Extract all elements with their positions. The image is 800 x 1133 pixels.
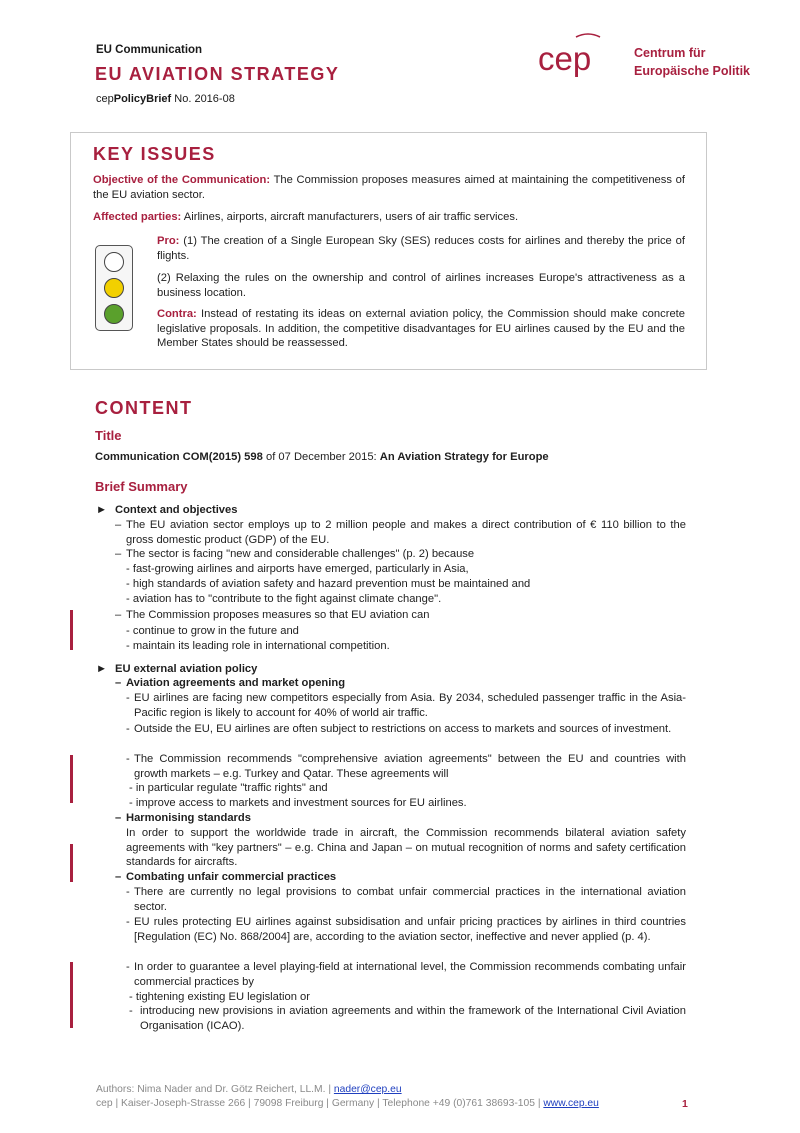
list-item: There are currently no legal provisions to combat unfair commercial practices in the international aviation sector. bbox=[134, 886, 686, 913]
dash-icon: – bbox=[115, 871, 122, 883]
contra-paragraph bbox=[157, 307, 685, 351]
list-item: The Commission recommends "comprehensive aviation agreements" between the EU and countries with growth markets – e.g. Turkey and Qatar. These agreements will bbox=[134, 753, 686, 780]
author-email-link[interactable]: nader@cep.eu bbox=[333, 1084, 402, 1095]
dash-icon: – bbox=[115, 609, 122, 621]
sub-item-text: continue to grow in the future and bbox=[132, 625, 299, 637]
list-item: EU rules protecting EU airlines against subsidisation and unfair pricing practices by airlines in third countries [Regulation (EC) No. 868/2004] are, according to the aviation sector, ineffective and never applied (p. 4). bbox=[134, 916, 686, 943]
list-item: EU airlines are facing new competitors especially from Asia. By 2034, scheduled passenger traffic in the Asia-Pacific region is likely to account for 40% of world air traffic. bbox=[134, 692, 686, 719]
pro-paragraph-1 bbox=[157, 234, 685, 263]
cep-logo bbox=[530, 32, 630, 87]
document-title: EU AVIATION STRATEGY bbox=[95, 64, 340, 84]
section-context-heading: Context and objectives bbox=[115, 504, 238, 516]
hyphen-icon: - bbox=[126, 916, 130, 928]
address-text: cep | Kaiser-Joseph-Strasse 266 | 79098 Freiburg | Germany | Telephone +49 (0)761 38693-105 | bbox=[96, 1098, 544, 1109]
list-item: The sector is facing "new and considerable challenges" (p. 2) because bbox=[126, 548, 475, 560]
traffic-light-lamp-top bbox=[104, 252, 124, 272]
sub-item: - fast-growing airlines and airports have emerged, particularly in Asia, bbox=[126, 563, 469, 575]
sub-item-text: high standards of aviation safety and hazard prevention must be maintained and bbox=[132, 578, 531, 590]
dash-icon: – bbox=[115, 677, 122, 689]
logo-text: cep bbox=[538, 40, 592, 77]
brief-prefix: cep bbox=[96, 93, 114, 105]
dash-icon: – bbox=[115, 519, 122, 531]
key-issues-heading: KEY ISSUES bbox=[93, 144, 216, 164]
sub-item: - high standards of aviation safety and hazard prevention must be maintained and bbox=[126, 578, 531, 590]
list-item: The Commission proposes measures so that EU aviation can bbox=[126, 609, 430, 621]
traffic-light-icon bbox=[95, 245, 133, 331]
objective-text: The Commission proposes measures aimed at maintaining the competitiveness of the EU aviation sector. bbox=[93, 174, 685, 201]
sub-item: - improve access to markets and investment sources for EU airlines. bbox=[129, 797, 467, 809]
contra-text: Instead of restating its ideas on external aviation policy, the Commission should make concrete legislative proposals. In addition, the competitive disadvantages for EU airlines caused by the EU and the Member States should be reassessed. bbox=[157, 308, 685, 349]
policy-brief-number bbox=[96, 93, 235, 105]
communication-number: Communication COM(2015) 598 bbox=[95, 451, 263, 463]
sub-item: - maintain its leading role in international competition. bbox=[126, 640, 390, 652]
subsection-heading: Harmonising standards bbox=[126, 812, 251, 824]
communication-title: An Aviation Strategy for Europe bbox=[379, 451, 549, 463]
title-subheading: Title bbox=[95, 428, 122, 443]
pro-paragraph-2: (2) Relaxing the rules on the ownership and control of airlines increases Europe's attractiveness as a business location. bbox=[157, 272, 685, 299]
sub-item-text: in particular regulate "traffic rights" and bbox=[135, 782, 328, 794]
content-heading: CONTENT bbox=[95, 398, 193, 418]
section-external-policy-heading: EU external aviation policy bbox=[115, 663, 258, 675]
hyphen-icon: - bbox=[126, 692, 130, 704]
pro-label: Pro: bbox=[157, 235, 180, 247]
hyphen-icon: - bbox=[126, 753, 130, 765]
footer-address bbox=[96, 1098, 599, 1109]
sub-item-text: introducing new provisions in aviation agreements and within the framework of the International Civil Aviation Organisation (ICAO). bbox=[140, 1005, 686, 1032]
hyphen-icon: - bbox=[126, 961, 130, 973]
pro-text-1: (1) The creation of a Single European Sky (SES) reduces costs for airlines and thereby the price of flights. bbox=[157, 235, 685, 262]
objective-paragraph bbox=[93, 173, 685, 202]
footer-authors bbox=[96, 1084, 402, 1095]
affected-text: Airlines, airports, aircraft manufacturers, users of air traffic services. bbox=[181, 211, 519, 223]
dash-icon: – bbox=[115, 812, 122, 824]
subsection-heading: Aviation agreements and market opening bbox=[126, 677, 346, 689]
change-marker bbox=[70, 610, 73, 650]
hyphen-icon: - bbox=[126, 723, 130, 735]
brief-summary-heading: Brief Summary bbox=[95, 479, 188, 494]
sub-item-text: improve access to markets and investment sources for EU airlines. bbox=[135, 797, 467, 809]
authors-text: Authors: Nima Nader and Dr. Götz Reichert, LL.M. | bbox=[96, 1084, 334, 1095]
org-line-1: Centrum für bbox=[634, 46, 706, 60]
paragraph: In order to support the worldwide trade in aircraft, the Commission recommends bilateral aviation safety agreements with "key partners" – e.g. China and Japan – on mutual recognition of norms and safety certification standards for aircrafts. bbox=[126, 827, 686, 868]
affected-parties-paragraph bbox=[93, 210, 685, 225]
sub-item: - continue to grow in the future and bbox=[126, 625, 299, 637]
hyphen-icon: - bbox=[126, 886, 130, 898]
affected-label: Affected parties: bbox=[93, 211, 182, 223]
sub-item-text: aviation has to "contribute to the fight against climate change". bbox=[132, 593, 442, 605]
brief-bold: PolicyBrief bbox=[113, 93, 172, 105]
communication-reference bbox=[95, 450, 549, 465]
sub-item: - aviation has to "contribute to the fight against climate change". bbox=[126, 593, 442, 605]
contra-label: Contra: bbox=[157, 308, 197, 320]
change-marker bbox=[70, 844, 73, 882]
website-link[interactable]: www.cep.eu bbox=[543, 1098, 599, 1109]
organisation-name bbox=[634, 44, 750, 80]
sub-item: - in particular regulate "traffic rights" and bbox=[129, 782, 328, 794]
communication-date: of 07 December 2015: bbox=[262, 451, 380, 463]
sub-item: - tightening existing EU legislation or bbox=[129, 991, 310, 1003]
change-marker bbox=[70, 962, 73, 1028]
sub-item-text: tightening existing EU legislation or bbox=[135, 991, 310, 1003]
brief-no: No. 2016-08 bbox=[171, 93, 235, 105]
page-number: 1 bbox=[682, 1098, 688, 1110]
objective-label: Objective of the Communication: bbox=[93, 174, 271, 186]
bullet-arrow-icon: ► bbox=[96, 504, 108, 516]
dash-icon: – bbox=[115, 548, 122, 560]
hyphen-icon: - bbox=[129, 1005, 133, 1017]
change-marker bbox=[70, 755, 73, 803]
sub-item-text: maintain its leading role in international competition. bbox=[132, 640, 390, 652]
subsection-heading: Combating unfair commercial practices bbox=[126, 871, 337, 883]
traffic-light-lamp-bottom bbox=[104, 304, 124, 324]
bullet-arrow-icon: ► bbox=[96, 663, 108, 675]
list-item: Outside the EU, EU airlines are often subject to restrictions on access to markets and sources of investment. bbox=[134, 723, 672, 735]
traffic-light-lamp-middle bbox=[104, 278, 124, 298]
document-category: EU Communication bbox=[96, 44, 203, 56]
list-item: In order to guarantee a level playing-field at international level, the Commission recommends combating unfair commercial practices by bbox=[134, 961, 686, 988]
list-item: The EU aviation sector employs up to 2 million people and makes a direct contribution of € 110 billion to the gross domestic product (GDP) of the EU. bbox=[126, 519, 686, 546]
sub-item-text: fast-growing airlines and airports have emerged, particularly in Asia, bbox=[132, 563, 469, 575]
org-line-2: Europäische Politik bbox=[634, 64, 751, 78]
